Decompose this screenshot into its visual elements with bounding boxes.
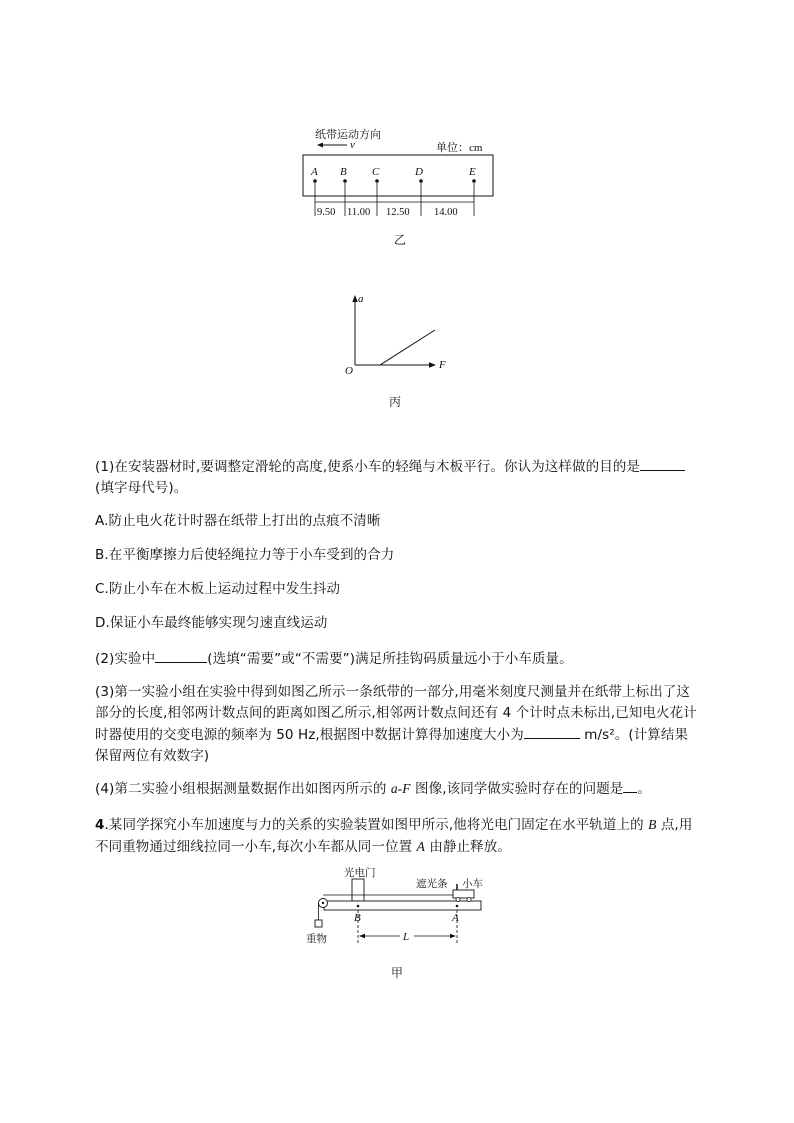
point-label-b: B — [340, 166, 347, 178]
af-line — [380, 330, 435, 365]
figure-jia-caption: 甲 — [390, 966, 403, 980]
problem-4-number: 4 — [95, 817, 105, 833]
q4-stem-b: 图像,该同学做实验时存在的问题是 — [410, 781, 624, 797]
apparatus-figure — [300, 862, 500, 952]
dot-b — [357, 905, 360, 908]
tape-dot-b — [343, 179, 347, 183]
x-axis-label: F — [439, 359, 446, 371]
velocity-symbol: v — [350, 139, 355, 151]
q1-answer-blank[interactable] — [640, 456, 685, 471]
origin-label: O — [345, 365, 353, 377]
q1-stem-a: (1)在安装器材时,要调整定滑轮的高度,使系小车的轻绳与木板平行。你认为这样做的目的是 — [95, 459, 641, 475]
af-graph — [335, 290, 460, 385]
y-axis-arrowhead — [352, 295, 357, 302]
point-label-a: A — [311, 166, 318, 178]
segment-cd: 12.50 — [386, 207, 410, 218]
length-label: L — [403, 931, 410, 943]
length-arrow-left — [359, 934, 365, 938]
tape-dot-a — [313, 179, 317, 183]
tape-dot-d — [419, 179, 423, 183]
q1-option-b: B.在平衡摩擦力后使轻绳拉力等于小车受到的合力 — [95, 547, 395, 563]
segment-bc: 11.00 — [347, 207, 371, 218]
photogate — [352, 879, 364, 901]
q2-stem-b: (选填“需要”或“不需要”)满足所挂钩码质量远小于小车质量。 — [207, 651, 573, 667]
problem-4-point-b: B — [648, 817, 657, 832]
segment-de: 14.00 — [434, 207, 458, 218]
q1-stem-b: (填字母代号)。 — [95, 480, 188, 496]
q2-answer-blank[interactable] — [155, 648, 207, 663]
q2-stem-a: (2)实验中 — [95, 651, 156, 667]
problem-4-text-b: 点,用不同重物通过细线拉同一小车,每次小车都从同一位置 — [95, 817, 693, 855]
q4-af-symbol: a-F — [390, 781, 411, 796]
tape-figure — [295, 120, 500, 220]
q1-option-c: C.防止小车在木板上运动过程中发生抖动 — [95, 581, 341, 597]
segment-ab: 9.50 — [317, 207, 336, 218]
photogate-label: 光电门 — [344, 868, 376, 879]
tape-dot-c — [375, 179, 379, 183]
shade-label: 遮光条 — [416, 879, 448, 890]
cart-wheel-right — [467, 898, 471, 902]
q3-stem-b: m/s²。(计算结果保留两位有效数字) — [95, 727, 689, 764]
question-1 — [95, 456, 700, 499]
q4-answer-blank[interactable] — [623, 778, 637, 793]
point-label-d: D — [415, 166, 423, 178]
direction-label: 纸带运动方向 — [315, 129, 381, 141]
q1-option-d: D.保证小车最终能够实现匀速直线运动 — [95, 615, 328, 631]
weight-label: 重物 — [306, 934, 327, 945]
cart-wheel-left — [456, 898, 460, 902]
question-3 — [95, 682, 700, 767]
dot-a — [456, 905, 459, 908]
question-4 — [95, 778, 700, 800]
q4-stem-a: (4)第二实验小组根据测量数据作出如图丙所示的 — [95, 781, 391, 797]
q3-stem-a: (3)第一实验小组在实验中得到如图乙所示一条纸带的一部分,用毫米刻度尺测量并在纸带上标出了这部分的长度,相邻两计数点间的距离如图乙所示,相邻两计数点间还有 4 个计时点未标出,已知电火花计时器使用的交变电源的频率为 50 Hz,根据图中数据计算得加速度大小为 — [95, 684, 697, 743]
figure-yi-caption: 乙 — [393, 233, 406, 247]
point-label-c: C — [372, 166, 380, 178]
unit-label: 单位：cm — [436, 142, 483, 154]
q1-option-a: A.防止电火花计时器在纸带上打出的点痕不清晰 — [95, 513, 381, 529]
figure-bing-caption: 丙 — [388, 395, 401, 409]
paper-tape — [303, 155, 493, 196]
cart-body — [453, 890, 474, 898]
point-b-label: B — [354, 912, 361, 924]
direction-arrowhead — [317, 143, 323, 148]
problem-4 — [95, 814, 700, 858]
tape-dot-e — [472, 179, 476, 183]
point-a-label: A — [452, 912, 459, 924]
problem-4-text-a: .某同学探究小车加速度与力的关系的实验装置如图甲所示,他将光电门固定在水平轨道上的 — [104, 817, 649, 833]
x-axis-arrowhead — [429, 362, 436, 367]
problem-4-point-a: A — [416, 839, 425, 854]
problem-4-text-c: 由静止释放。 — [424, 839, 511, 855]
cart-label: 小车 — [462, 879, 483, 890]
question-2 — [95, 648, 700, 670]
q4-stem-c: 。 — [637, 781, 652, 797]
pulley-axle — [322, 902, 324, 904]
weight-block — [315, 920, 322, 927]
point-label-e: E — [469, 166, 476, 178]
length-arrow-right — [450, 934, 456, 938]
q3-answer-blank[interactable] — [524, 724, 580, 739]
y-axis-label: a — [358, 293, 364, 305]
